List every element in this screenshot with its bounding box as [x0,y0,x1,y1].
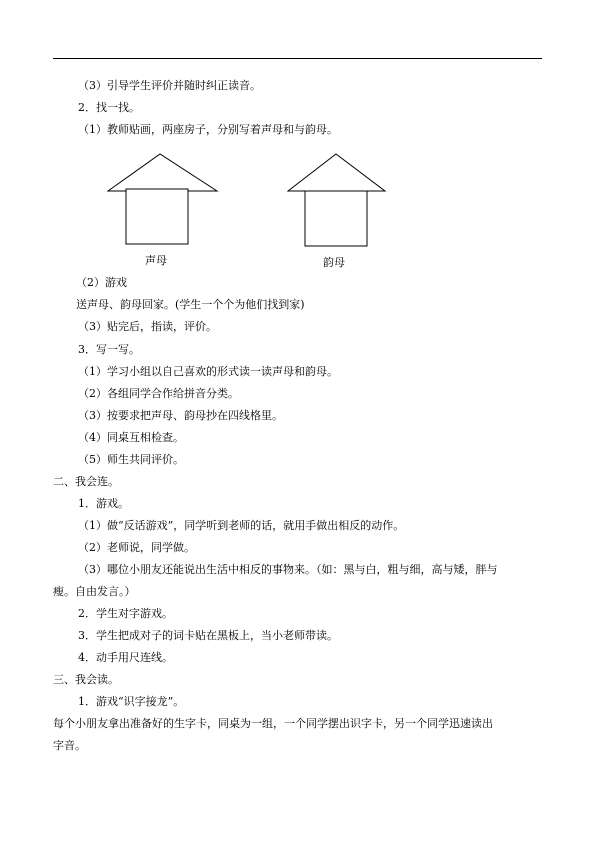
section-heading: 三、我会读。 [53,673,119,686]
text-line: （1）学习小组以自己喜欢的形式读一读声母和韵母。 [78,365,338,378]
text-line: （5）师生共同评价。 [78,453,184,466]
text-line: 1．游戏“识字接龙”。 [78,695,185,708]
house-label-shengmu: 声母 [145,254,167,267]
text-line: （1）做“反话游戏”，同学听到老师的话，就用手做出相反的动作。 [78,519,405,532]
house-label-yunmu: 韵母 [323,256,345,269]
text-line: （3）按要求把声母、韵母抄在四线格里。 [78,409,283,422]
text-line: 3．写一写。 [78,343,140,356]
text-line: （2）老师说，同学做。 [78,541,195,554]
text-line: （3）引导学生评价并随时纠正读音。 [78,79,261,92]
text-line: 4．动手用尺连线。 [78,651,173,664]
text-line: 2．学生对字游戏。 [78,607,173,620]
text-line: 字音。 [53,739,86,752]
house-shengmu [107,152,219,246]
text-line: 3．学生把成对子的词卡贴在黑板上，当小老师带读。 [78,629,338,642]
text-line: 送声母、韵母回家。(学生一个个为他们找到家) [76,298,305,311]
text-line: （1）教师贴画，两座房子，分别写着声母和与韵母。 [78,123,338,136]
section-heading: 二、我会连。 [53,475,119,488]
text-line: （2）各组同学合作给拼音分类。 [78,387,239,400]
text-line: （4）同桌互相检查。 [78,431,184,444]
text-line: （3）哪位小朋友还能说出生活中相反的事物来。（如：黑与白，粗与细，高与矮，胖与 [78,563,498,576]
text-line: 每个小朋友拿出准备好的生字卡，同桌为一组，一个同学摆出识字卡，另一个同学迅速读出 [53,717,493,730]
text-line: （3）贴完后，指读，评价。 [78,320,217,333]
text-line: 瘦。自由发言。） [53,585,136,598]
header-rule [53,58,542,59]
text-line: （2）游戏 [76,276,127,289]
house-yunmu [287,152,387,248]
text-line: 2．找一找。 [78,101,140,114]
text-line: 1．游戏。 [78,497,129,510]
